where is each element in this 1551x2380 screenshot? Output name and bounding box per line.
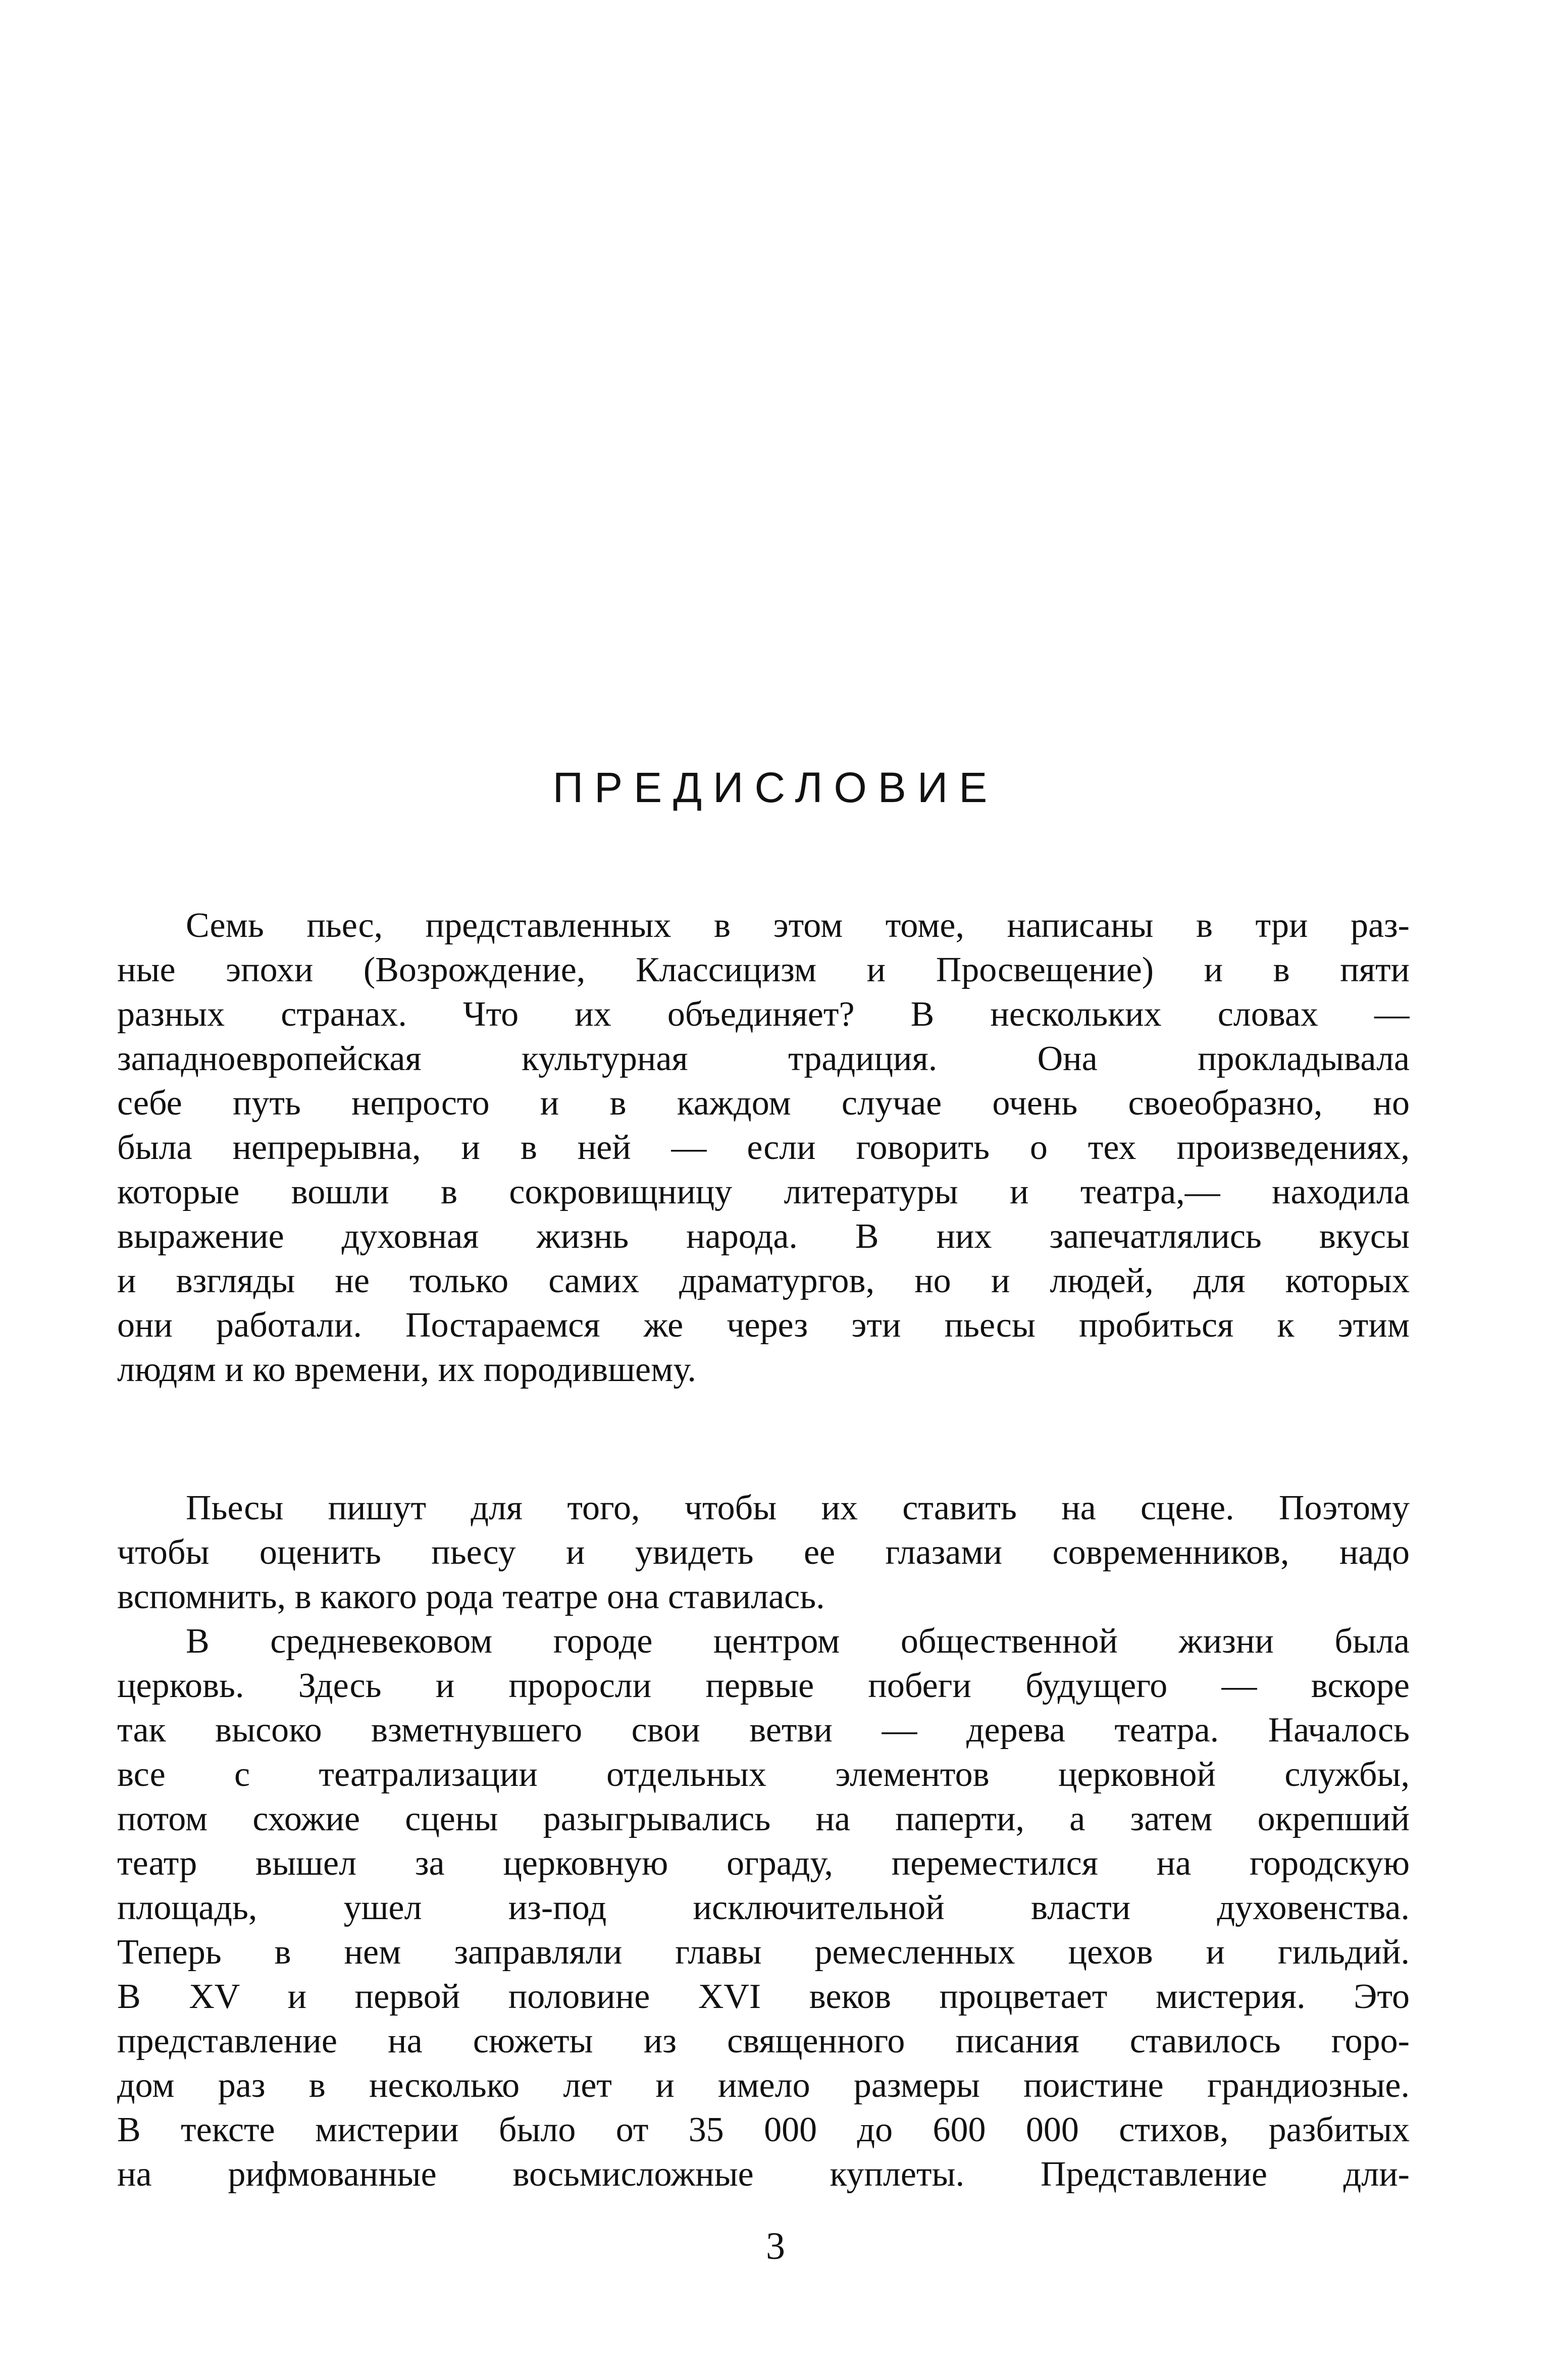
paragraph3-line: В тексте мистерии было от 35 000 до 600 000 стихов, разбитых [117,2110,1410,2149]
paragraph3-line: площадь, ушел из-под исключительной власти духовенства. [117,1888,1410,1927]
paragraph1-line: разных странах. Что их объединяет? В нескольких словах — [117,995,1410,1034]
paragraph3-line: представление на сюжеты из священного писания ставилось горо- [117,2022,1410,2060]
paragraph1-line: людям и ко времени, их породившему. [117,1350,696,1389]
paragraph1-line: и взгляды не только самих драматургов, но и людей, для которых [117,1261,1410,1300]
paragraph3-line: Теперь в нем заправляли главы ремесленных цехов и гильдий. [117,1933,1410,1972]
paragraph3-line: на рифмованные восьмисложные куплеты. Представление дли- [117,2155,1410,2194]
paragraph1-line: Семь пьес, представленных в этом томе, написаны в три раз- [186,906,1410,945]
paragraph3-line: церковь. Здесь и проросли первые побеги будущего — вскоре [117,1666,1410,1705]
paragraph3-line: В средневековом городе центром общественной жизни была [186,1622,1410,1661]
paragraph3-line: все с театрализации отдельных элементов церковной службы, [117,1755,1410,1794]
paragraph1-line: ные эпохи (Возрождение, Классицизм и Просвещение) и в пяти [117,950,1410,989]
page-number: 3 [766,2225,785,2267]
paragraph1-line: которые вошли в сокровищницу литературы и театра,— находила [117,1173,1410,1211]
paragraph2-line: чтобы оценить пьесу и увидеть ее глазами современников, надо [117,1533,1410,1572]
paragraph1-line: западноевропейская культурная традиция. Она прокладывала [117,1039,1410,1078]
paragraph3-line: дом раз в несколько лет и имело размеры поистине грандиозные. [117,2066,1410,2105]
paragraph3-line: театр вышел за церковную ограду, переместился на городскую [117,1844,1410,1883]
paragraph2-line: Пьесы пишут для того, чтобы их ставить на сцене. Поэтому [186,1489,1410,1527]
paragraph3-line: так высоко взметнувшего свои ветви — дерева театра. Началось [117,1711,1410,1750]
paragraph3-line: В XV и первой половине XVI веков процветает мистерия. Это [117,1977,1410,2016]
paragraph1-line: выражение духовная жизнь народа. В них запечатлялись вкусы [117,1217,1410,1256]
paragraph3-line: потом схожие сцены разыгрывались на паперти, а затем окрепший [117,1800,1410,1838]
paragraph2-line: вспомнить, в какого рода театре она ставилась. [117,1577,825,1616]
paragraph1-line: была непрерывна, и в ней — если говорить о тех произведениях, [117,1128,1410,1167]
paragraph1-line: они работали. Постараемся же через эти пьесы пробиться к этим [117,1306,1410,1345]
paragraph1-line: себе путь непросто и в каждом случае очень своеобразно, но [117,1084,1410,1123]
page-title: ПРЕДИСЛОВИЕ [552,764,999,811]
